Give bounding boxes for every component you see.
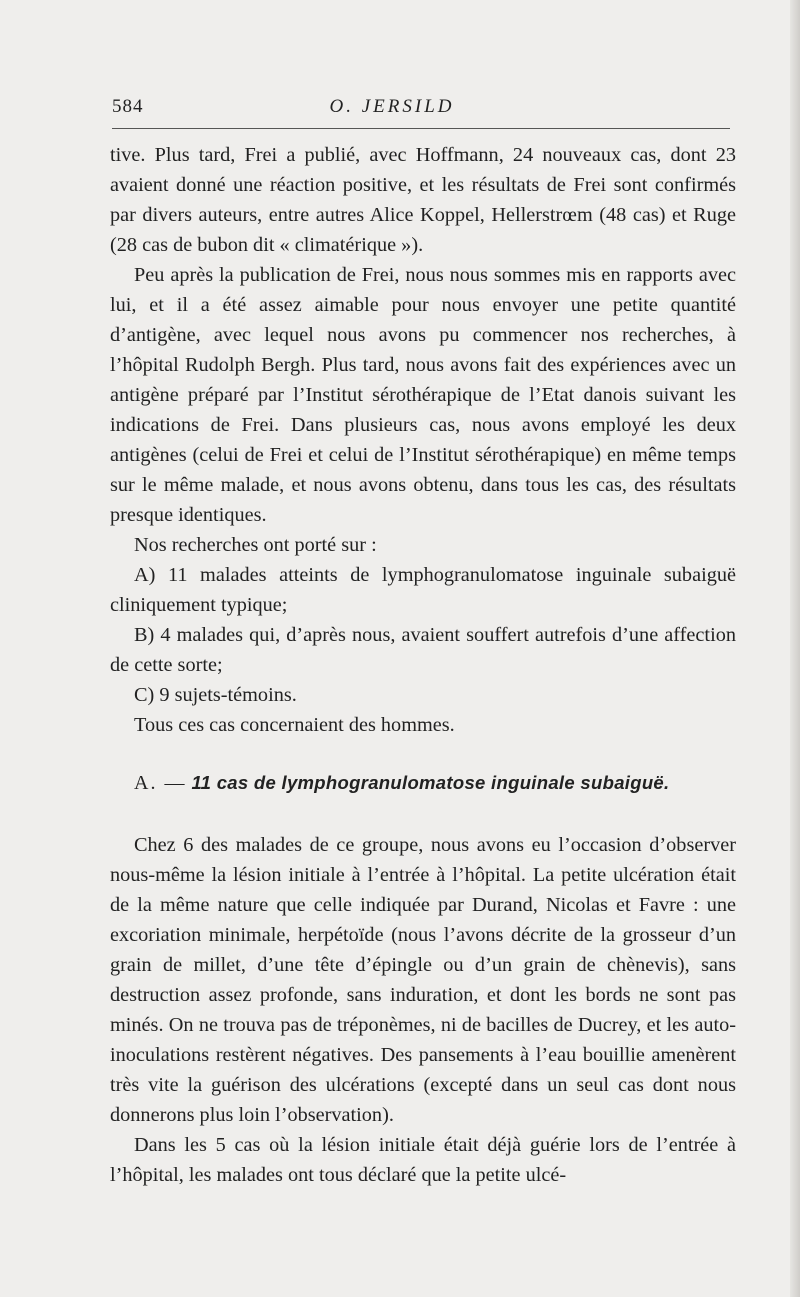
paragraph-5: Chez 6 des malades de ce groupe, nous avons eu l’occasion d’observer nous-même la lésion initiale à l’entrée à l’hôpital. La petite ulcération était de la même nature que celle indiquée par Durand, Nicolas et Favre : une excoriation minimale, herpétoïde (nous l’avons décrite de la grosseur d’un grain de millet, d’une tête d’épingle ou d’un grain de chènevis), sans destruction assez profonde, sans induration, et dont les bords ne sont pas minés. On ne trouva pas de tréponèmes, ni de bacilles de Ducrey, et les auto-inoculations restèrent négatives. Des pansements à l’eau bouillie amenèrent très vite la guérison des ulcérations (excepté dans un seul cas dont nous donnerons plus loin l’observation). [110, 834, 736, 1126]
section-letter: A. — [134, 772, 187, 794]
list-item-b: B) 4 malades qui, d’après nous, avaient souffert autrefois d’une affection de cette sorte; [110, 624, 736, 676]
paragraph-4: Tous ces cas concernaient des hommes. [134, 714, 455, 736]
paragraph-6: Dans les 5 cas où la lésion initiale était déjà guérie lors de l’entrée à l’hôpital, les malades ont tous déclaré que la petite ulcé- [110, 1134, 736, 1186]
body-text [110, 140, 736, 1190]
page-number: 584 [112, 96, 144, 117]
paragraph-1: tive. Plus tard, Frei a publié, avec Hoffmann, 24 nouveaux cas, dont 23 avaient donné une réaction positive, et les résultats de Frei sont confirmés par divers auteurs, entre autres Alice Koppel, Hellerstrœm (48 cas) et Ruge (28 cas de bubon dit « climatérique »). [110, 144, 736, 256]
paragraph-2: Peu après la publication de Frei, nous nous sommes mis en rapports avec lui, et il a été assez aimable pour nous envoyer une petite quantité d’antigène, avec lequel nous avons pu commencer nos recherches, à l’hôpital Rudolph Bergh. Plus tard, nous avons fait des expériences avec un antigène préparé par l’Institut sérothérapique de l’Etat danois suivant les indications de Frei. Dans plusieurs cas, nous avons employé les deux antigènes (celui de Frei et celui de l’Institut sérothérapique) en même temps sur le même malade, et nous avons obtenu, dans tous les cas, des résultats presque identiques. [110, 264, 736, 526]
paragraph-3: Nos recherches ont porté sur : [134, 534, 377, 556]
section-title: 11 cas de lymphogranulomatose inguinale subaiguë. [191, 772, 670, 793]
list-item-a: A) 11 malades atteints de lymphogranulomatose inguinale subaiguë cliniquement typique; [110, 564, 736, 616]
page-edge [790, 0, 800, 1297]
running-head [112, 96, 730, 120]
running-title: O. JERSILD [329, 96, 455, 117]
header-rule [112, 128, 730, 129]
section-heading [110, 768, 736, 798]
list-item-c: C) 9 sujets-témoins. [134, 684, 297, 706]
